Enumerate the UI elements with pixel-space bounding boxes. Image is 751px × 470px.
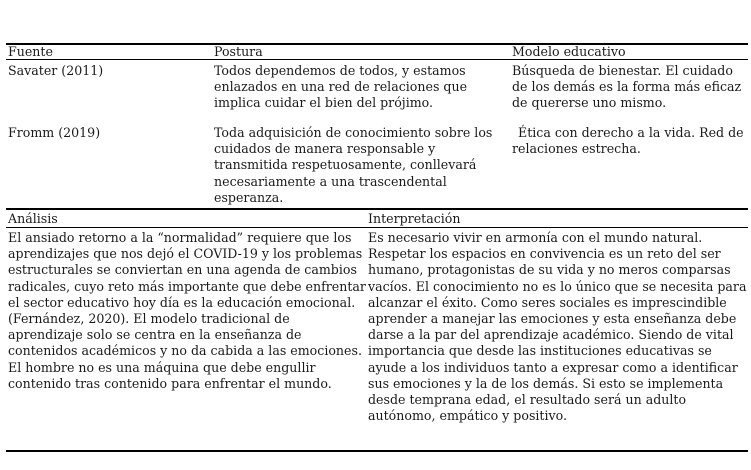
table2-header-rule xyxy=(6,227,748,228)
header-fuente: Fuente xyxy=(8,44,53,59)
row2-fuente: Fromm (2019) xyxy=(8,125,101,140)
analisis-text: El ansiado retorno a la “normalidad” requiere que los aprendizajes que nos dejó el COVID-19 y los problemas estructurales se conviertan en una agenda de cambios radicales, cuyo reto más importante que debe enfrentar el sector educativo hoy día es la educación emocional. (Fernández, 2020). El modelo tradicional de aprendizaje solo se centra en la enseñanza de contenidos académicos y no da cabida a las emociones. El hombre no es una máquina que debe engullir contenido tras contenido para enfrentar el mundo. xyxy=(8,230,366,391)
table1-header-rule xyxy=(6,59,748,60)
interpretacion-text: Es necesario vivir en armonía con el mundo natural. Respetar los espacios en convivencia es un reto del ser humano, protagonistas de su vida y no meros comparsas vacíos. El conocimiento no es lo único que se necesita para alcanzar el éxito. Como seres sociales es imprescindible aprender a manejar las emociones y esta enseñanza debe darse a la par del aprendizaje académico. Siendo de vital importancia que desde las instituciones educativas se ayude a los individuos tanto a expresar como a identificar sus emociones y la de los demás. Si esto se implementa desde temprana edad, el resultado será un adulto autónomo, empático y positivo. xyxy=(368,230,747,424)
row2-postura: Toda adquisición de conocimiento sobre los cuidados de manera responsable y transmitida respetuosamente, conllevará necesariamente a una trascendental esperanza. xyxy=(214,125,493,205)
row1-modelo: Búsqueda de bienestar. El cuidado de los demás es la forma más eficaz de quererse uno mismo. xyxy=(512,63,742,111)
table1-top-rule xyxy=(6,43,748,45)
header-analisis: Análisis xyxy=(8,211,58,226)
header-postura: Postura xyxy=(214,44,263,59)
table2-bottom-rule xyxy=(6,450,748,452)
header-interpretacion: Interpretación xyxy=(368,211,461,226)
header-modelo-educativo: Modelo educativo xyxy=(512,44,626,59)
row2-modelo: Ética con derecho a la vida. Red de relaciones estrecha. xyxy=(512,125,744,157)
row1-postura: Todos dependemos de todos, y estamos enlazados en una red de relaciones que implica cuidar el bien del prójimo. xyxy=(214,63,468,111)
table1-bottom-rule xyxy=(6,208,748,210)
row1-fuente: Savater (2011) xyxy=(8,63,104,78)
